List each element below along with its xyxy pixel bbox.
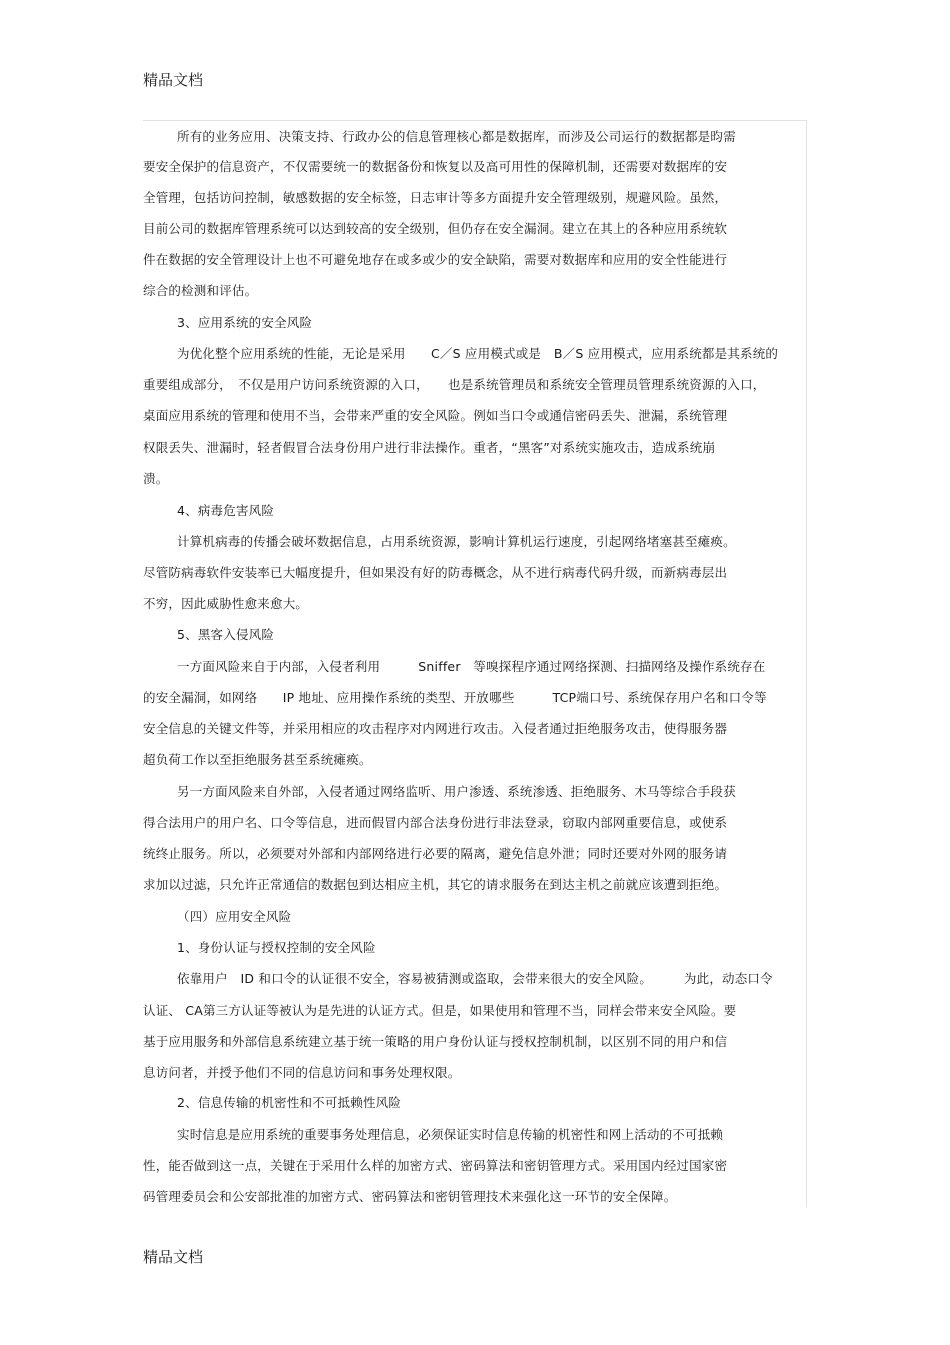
- text-line: 另一方面风险来自外部，入侵者通过网络监听、用户渗透、系统渗透、拒绝服务、木马等综合手段获: [177, 784, 736, 799]
- text-line: 的安全漏洞，如网络 IP 地址、应用操作系统的类型、开放哪些 TCP端口号、系统保存用户名和口令等: [143, 690, 767, 705]
- text-line: 4、病毒危害风险: [177, 503, 275, 518]
- text-line: 3、应用系统的安全风险: [177, 315, 313, 330]
- text-line: 认证、 CA第三方认证等被认为是先进的认证方式。但是，如果使用和管理不当，同样会带来安全风险。要: [143, 1003, 737, 1018]
- text-line: 2、信息传输的机密性和不可抵赖性风险: [177, 1095, 402, 1110]
- text-line: 得合法用户的用户名、口令等信息，进而假冒内部合法身份进行非法登录，窃取内部网重要信息，或使系: [143, 815, 728, 830]
- text-line: （四）应用安全风险: [177, 909, 292, 924]
- page-header-title: 精品文档: [143, 71, 204, 89]
- text-line: 目前公司的数据库管理系统可以达到较高的安全级别，但仍存在安全漏洞。建立在其上的各种应用系统软: [143, 221, 728, 236]
- text-line: 计算机病毒的传播会破坏数据信息，占用系统资源，影响计算机运行速度，引起网络堵塞甚至瘫痪。: [177, 534, 736, 549]
- text-line: 要安全保护的信息资产，不仅需要统一的数据备份和恢复以及高可用性的保障机制，还需要对数据库的安: [143, 159, 728, 174]
- text-line: 码管理委员会和公安部批准的加密方式、密码算法和密钥管理技术来强化这一环节的安全保障。: [143, 1189, 677, 1204]
- text-line: 实时信息是应用系统的重要事务处理信息，必须保证实时信息传输的机密性和网上活动的不可抵赖: [177, 1127, 724, 1142]
- text-line: 超负荷工作以至拒绝服务甚至系统瘫痪。: [143, 752, 372, 767]
- text-line: 桌面应用系统的管理和使用不当，会带来严重的安全风险。例如当口令或通信密码丢失、泄漏，系统管理: [143, 408, 728, 423]
- text-line: 性，能否做到这一点，关键在于采用什么样的加密方式、密码算法和密钥管理方式。采用国内经过国家密: [143, 1158, 728, 1173]
- text-line: 溃。: [143, 471, 169, 486]
- text-line: 全管理，包括访问控制，敏感数据的安全标签，日志审计等多方面提升安全管理级别，规避风险。虽然，: [143, 190, 728, 205]
- page-footer-title: 精品文档: [143, 1248, 204, 1266]
- text-line: 依靠用户 ID 和口令的认证很不安全，容易被猜测或盗取，会带来很大的安全风险。 为此，动态口令: [177, 971, 773, 986]
- text-line: 求加以过滤，只允许正常通信的数据包到达相应主机，其它的请求服务在到达主机之前就应该遭到拒绝。: [143, 877, 728, 892]
- text-line: 件在数据的安全管理设计上也不可避免地存在或多或少的安全缺陷，需要对数据库和应用的安全性能进行: [143, 252, 728, 267]
- text-line: 权限丢失、泄漏时，轻者假冒合法身份用户进行非法操作。重者，“黑客”对系统实施攻击，造成系统崩: [143, 440, 716, 455]
- text-line: 重要组成部分， 不仅是用户访问系统资源的入口， 也是系统管理员和系统安全管理员管理系统资源的入口，: [143, 377, 766, 392]
- text-line: 统终止服务。所以，必须要对外部和内部网络进行必要的隔离，避免信息外泄；同时还要对外网的服务请: [143, 846, 728, 861]
- text-line: 所有的业务应用、决策支持、行政办公的信息管理核心都是数据库，而涉及公司运行的数据都是昀需: [177, 129, 736, 144]
- text-line: 5、黑客入侵风险: [177, 627, 275, 642]
- text-line: 1、身份认证与授权控制的安全风险: [177, 940, 376, 955]
- text-line: 息访问者，并授予他们不同的信息访问和事务处理权限。: [143, 1065, 461, 1080]
- text-line: 为优化整个应用系统的性能，无论是采用 C／S 应用模式或是 B／S 应用模式，应用系统都是其系统的: [177, 346, 779, 361]
- text-line: 一方面风险来自于内部，入侵者利用 Sniffer 等嗅探程序通过网络探测、扫描网络及操作系统存在: [177, 659, 766, 674]
- text-line: 尽管防病毒软件安装率已大幅度提升，但如果没有好的防毒概念，从不进行病毒代码升级，而新病毒层出: [143, 565, 728, 580]
- text-line: 安全信息的关键文件等，并采用相应的攻击程序对内网进行攻击。入侵者通过拒绝服务攻击，使得服务器: [143, 721, 728, 736]
- text-line: 不穷，因此威胁性愈来愈大。: [143, 596, 309, 611]
- text-line: 综合的检测和评估。: [143, 283, 258, 298]
- text-line: 基于应用服务和外部信息系统建立基于统一策略的用户身份认证与授权控制机制，以区别不同的用户和信: [143, 1034, 728, 1049]
